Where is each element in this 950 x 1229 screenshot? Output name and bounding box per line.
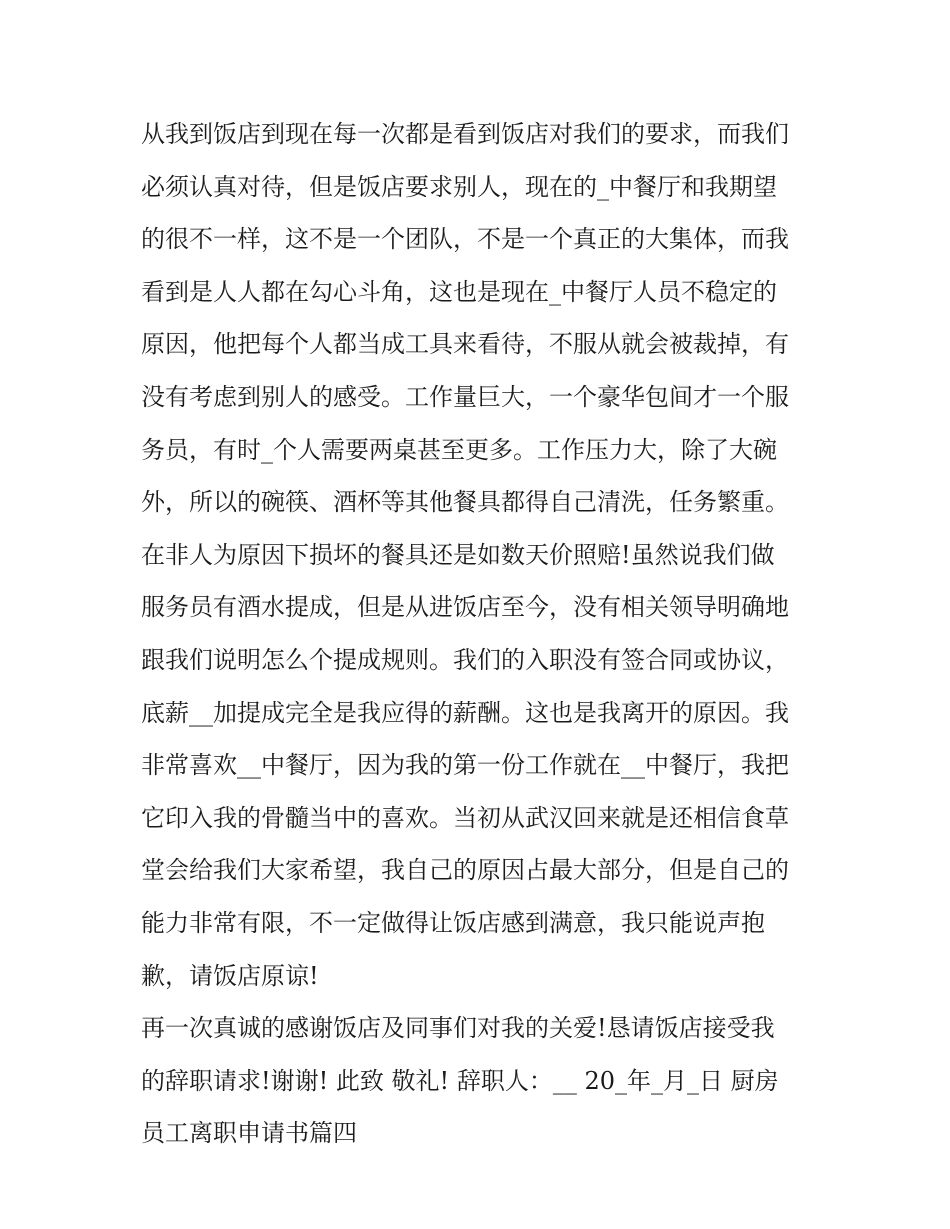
text-line: 必须认真对待，但是饭店要求别人，现在的_中餐厅和我期望 xyxy=(141,172,777,201)
text-line: 从我到饭店到现在每一次都是看到饭店对我们的要求，而我们 xyxy=(141,120,789,148)
text-line: 的辞职请求!谢谢! 此致 敬礼! 辞职人：__ 20_年_月_日 厨房 xyxy=(141,1066,779,1095)
text-line: 能力非常有限，不一定做得让饭店感到满意，我只能说声抱 xyxy=(141,908,765,937)
text-line: 非常喜欢__中餐厅，因为我的第一份工作就在__中餐厅，我把 xyxy=(141,751,789,780)
text-line: 跟我们说明怎么个提成规则。我们的入职没有签合同或协议， xyxy=(141,645,789,674)
text-line: 务员，有时_个人需要两桌甚至更多。工作压力大，除了大碗 xyxy=(141,435,777,464)
text-line: 没有考虑到别人的感受。工作量巨大，一个豪华包间才一个服 xyxy=(141,382,789,411)
text-line: 在非人为原因下损坏的餐具还是如数天价照赔!虽然说我们做 xyxy=(141,540,775,569)
text-line: 服务员有酒水提成，但是从进饭店至今，没有相关领导明确地 xyxy=(141,593,789,622)
text-line: 歉，请饭店原谅! xyxy=(141,961,319,990)
text-line: 再一次真诚的感谢饭店及同事们对我的关爱!恳请饭店接受我 xyxy=(141,1014,775,1043)
text-line: 底薪__加提成完全是我应得的薪酬。这也是我离开的原因。我 xyxy=(141,698,789,727)
text-line: 原因，他把每个人都当成工具来看待，不服从就会被裁掉，有 xyxy=(141,330,789,359)
text-line: 它印入我的骨髓当中的喜欢。当初从武汉回来就是还相信食草 xyxy=(141,803,789,832)
text-line: 员工离职申请书篇四 xyxy=(141,1119,357,1148)
text-line: 外，所以的碗筷、酒杯等其他餐具都得自己清洗，任务繁重。 xyxy=(141,488,789,517)
text-line: 的很不一样，这不是一个团队，不是一个真正的大集体，而我 xyxy=(141,225,789,254)
body-text xyxy=(141,108,821,1160)
text-line: 看到是人人都在勾心斗角，这也是现在_中餐厅人员不稳定的 xyxy=(141,277,777,306)
text-line: 堂会给我们大家希望，我自己的原因占最大部分，但是自己的 xyxy=(141,856,789,885)
